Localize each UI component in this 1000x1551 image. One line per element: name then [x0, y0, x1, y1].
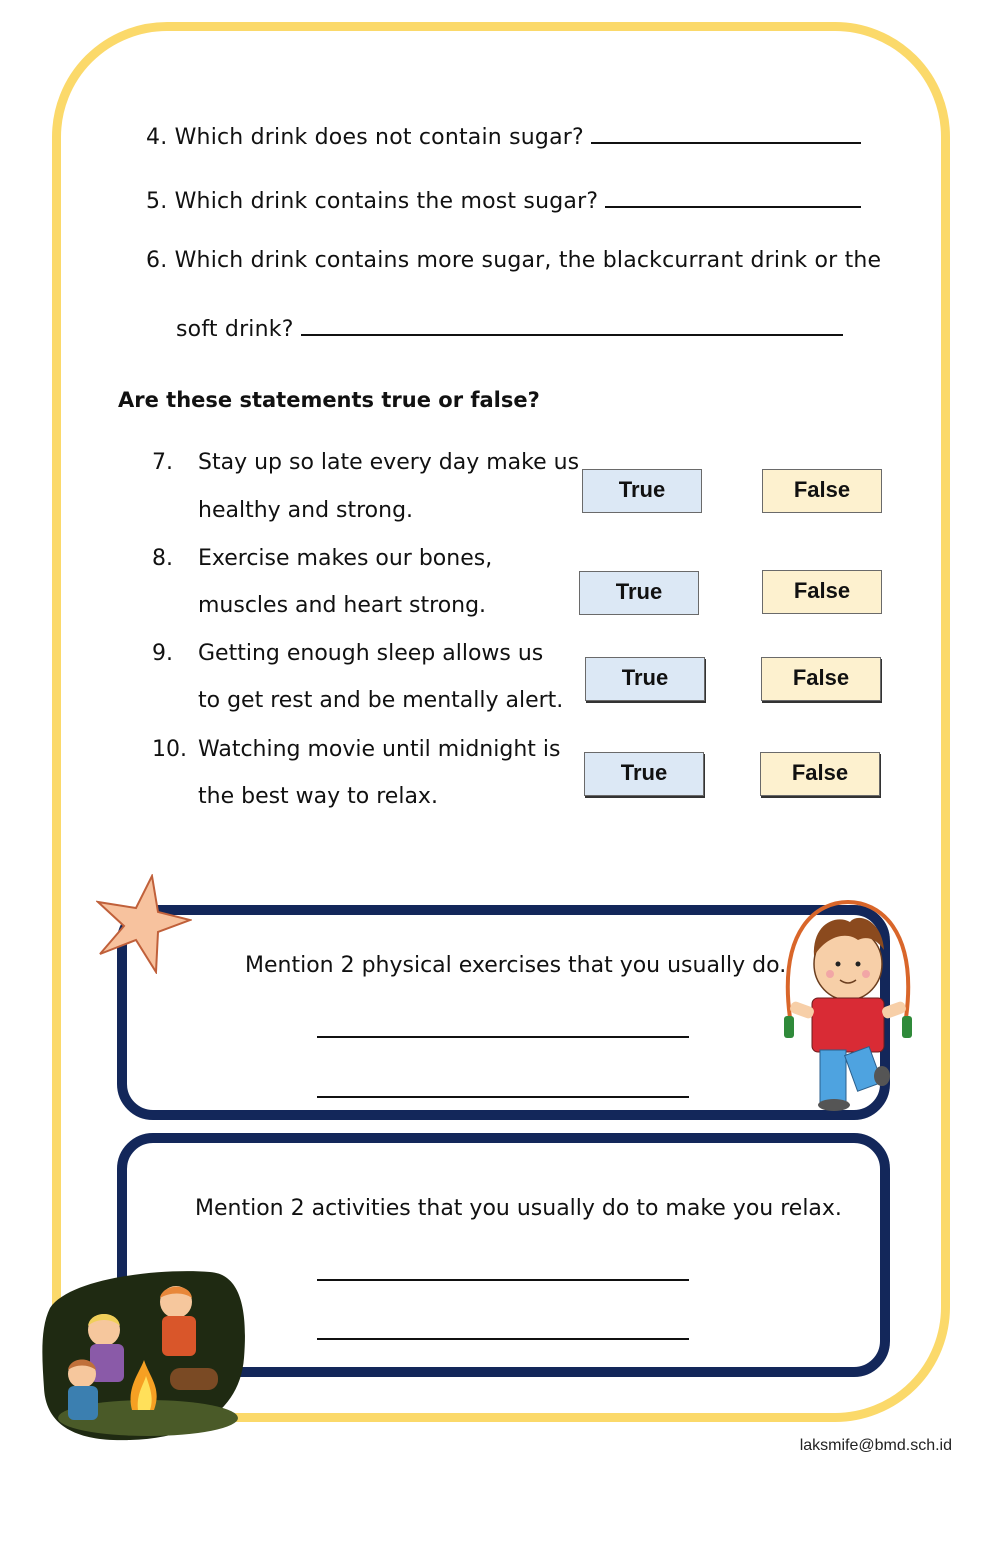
jump-rope-boy-icon [778, 898, 918, 1113]
true-button-9[interactable]: True [585, 657, 705, 701]
false-button-8[interactable]: False [762, 570, 882, 614]
false-button-7[interactable]: False [762, 469, 882, 513]
question-6-continued [176, 312, 843, 342]
exercise-box [117, 905, 890, 1120]
statement-text: healthy and strong. [198, 498, 414, 523]
author-email: laksmife@bmd.sch.id [799, 1437, 952, 1454]
answer-blank-5[interactable] [605, 184, 861, 208]
campfire-kids-icon [40, 1268, 250, 1444]
statement-text: to get rest and be mentally alert. [198, 688, 564, 713]
answer-line[interactable] [317, 1279, 689, 1281]
question-5 [146, 184, 861, 214]
true-button-10[interactable]: True [584, 752, 704, 796]
answer-line[interactable] [317, 1036, 689, 1038]
question-text: Which drink contains more sugar, the blackcurrant drink or the [174, 248, 882, 273]
statement-text: Exercise makes our bones, [198, 546, 493, 571]
statement-text: muscles and heart strong. [198, 593, 487, 618]
statement-number: 7. [152, 450, 173, 475]
question-6 [146, 248, 881, 273]
section-heading: Are these statements true or false? [118, 388, 540, 412]
question-text: Which drink does not contain sugar? [174, 125, 584, 150]
question-number: 5. [146, 189, 168, 214]
answer-line[interactable] [317, 1096, 689, 1098]
statement-number: 8. [152, 546, 173, 571]
answer-blank-6[interactable] [301, 312, 843, 336]
relax-prompt: Mention 2 activities that you usually do to make you relax. [195, 1196, 842, 1221]
true-button-8[interactable]: True [579, 571, 699, 615]
statement-text: Getting enough sleep allows us [198, 641, 544, 666]
statement-text: Stay up so late every day make us [198, 450, 580, 475]
false-button-9[interactable]: False [761, 657, 881, 701]
question-text: Which drink contains the most sugar? [174, 189, 599, 214]
answer-line[interactable] [317, 1338, 689, 1340]
statement-number: 9. [152, 641, 173, 666]
question-number: 4. [146, 125, 168, 150]
statement-text: the best way to relax. [198, 784, 438, 809]
statement-text: Watching movie until midnight is [198, 737, 561, 762]
question-number: 6. [146, 248, 168, 273]
exercise-prompt: Mention 2 physical exercises that you usually do. [245, 953, 787, 978]
question-4 [146, 120, 861, 150]
true-button-7[interactable]: True [582, 469, 702, 513]
answer-blank-4[interactable] [591, 120, 861, 144]
star-icon [96, 874, 192, 974]
statement-number: 10. [152, 737, 187, 762]
question-text: soft drink? [176, 317, 294, 342]
false-button-10[interactable]: False [760, 752, 880, 796]
